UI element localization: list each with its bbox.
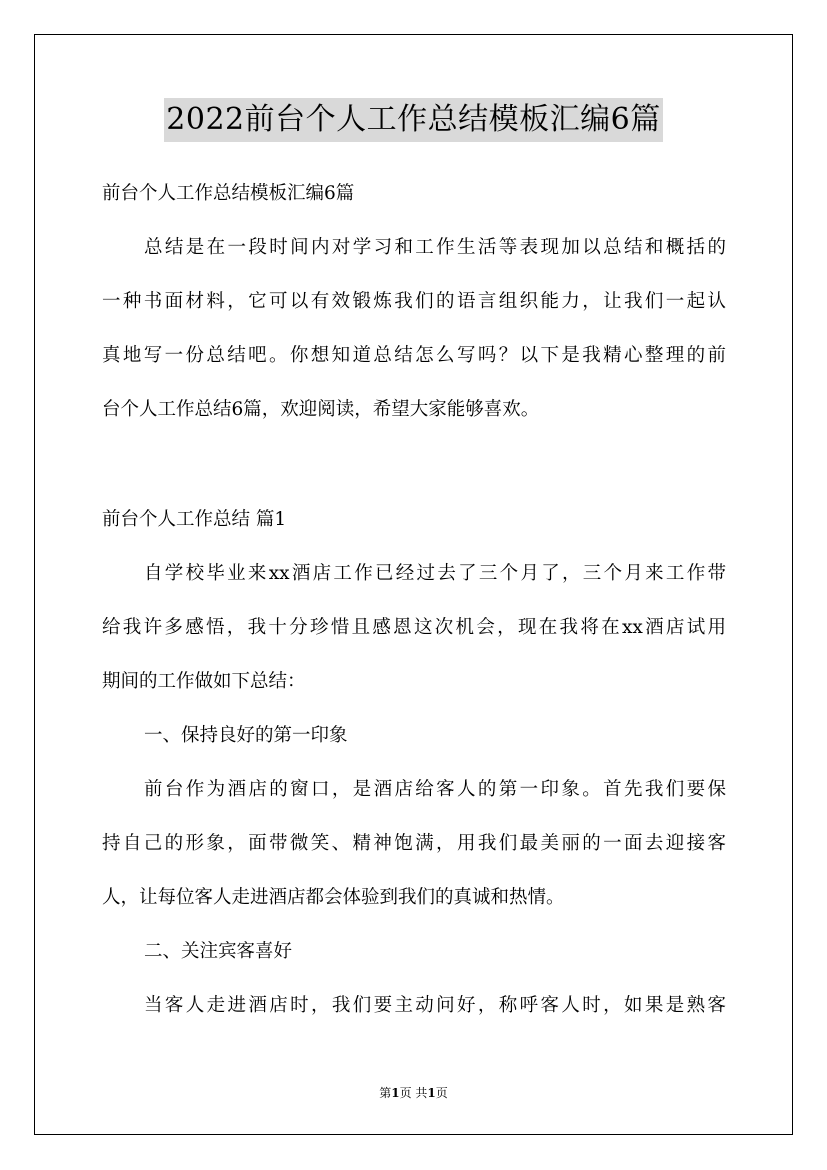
para1-line-3: 期间的工作做如下总结： <box>102 671 306 692</box>
heading-guest-preferences: 二、关注宾客喜好 <box>144 941 293 962</box>
heading-first-impression: 一、保持良好的第一印象 <box>144 725 348 746</box>
footer-mid: 页 共 <box>399 1086 428 1100</box>
footer-prefix: 第 <box>379 1086 392 1100</box>
para2-line-3: 人，让每位客人走进酒店都会体验到我们的真诚和热情。 <box>102 887 565 908</box>
document-title: 2022前台个人工作总结模板汇编6篇 <box>164 98 662 142</box>
intro-line-2: 一种书面材料，它可以有效锻炼我们的语言组织能力，让我们一起认 <box>102 291 726 312</box>
section-heading: 前台个人工作总结 篇1 <box>102 509 287 530</box>
para2-line-2: 持自己的形象，面带微笑、精神饱满，用我们最美丽的一面去迎接客 <box>102 833 726 854</box>
footer-current-page: 1 <box>391 1086 400 1100</box>
page-footer <box>0 1085 827 1101</box>
intro-line-3: 真地写一份总结吧。你想知道总结怎么写吗？以下是我精心整理的前 <box>102 345 726 366</box>
para3-line-1: 当客人走进酒店时，我们要主动问好，称呼客人时，如果是熟客 <box>144 995 726 1016</box>
para2-line-1: 前台作为酒店的窗口，是酒店给客人的第一印象。首先我们要保 <box>144 779 726 800</box>
document-subtitle: 前台个人工作总结模板汇编6篇 <box>102 183 355 204</box>
intro-line-4: 台个人工作总结6篇，欢迎阅读，希望大家能够喜欢。 <box>102 399 540 420</box>
footer-suffix: 页 <box>435 1086 448 1100</box>
intro-line-1: 总结是在一段时间内对学习和工作生活等表现加以总结和概括的 <box>144 237 726 258</box>
title-container <box>0 98 827 142</box>
footer-total-pages: 1 <box>427 1086 436 1100</box>
para1-line-2: 给我许多感悟，我十分珍惜且感恩这次机会，现在我将在xx酒店试用 <box>102 617 726 638</box>
para1-line-1: 自学校毕业来xx酒店工作已经过去了三个月了，三个月来工作带 <box>144 563 726 584</box>
